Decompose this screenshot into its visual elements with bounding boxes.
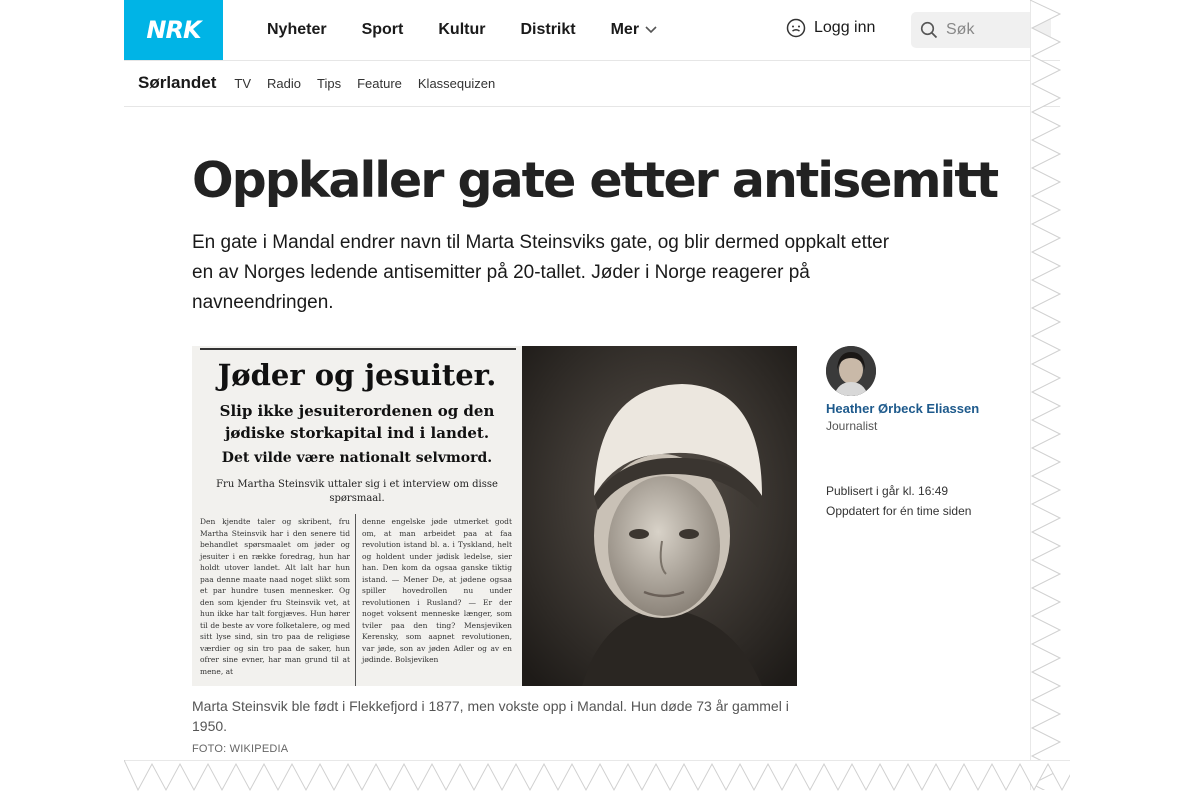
user-face-icon <box>786 18 806 38</box>
top-navigation-bar <box>124 0 1060 61</box>
subnav-radio[interactable]: Radio <box>267 75 301 91</box>
search-input[interactable] <box>944 20 1038 40</box>
portrait-photo <box>522 346 797 686</box>
image-caption: Marta Steinsvik ble født i Flekkefjord i 1877, men vokste opp i Mandal. Hun døde 73 år gammel i 1950. <box>192 698 789 734</box>
author-avatar[interactable] <box>826 346 876 396</box>
clipping-column-right: denne engelske jøde utmerket godt om, at man arbeidet paa at faa revolution istand bl. a. i Tyskland, helt og holdent under jødisk ledelse, sier han. Den kom da ogsaa ganske tiktig istand. — Mener De, at jødene ogsaa spiller hovedrollen nu under revolutionen i Rusland? — Er der noget voksent menneske længer, som tviler paa den ting? Mensjeviken Kerensky, som aapnet revolutionen, var jøde, son av jøden Adler og av en jødinde. Bolsjeviken <box>362 517 512 664</box>
search-icon <box>920 21 938 39</box>
published-time: Publisert i går kl. 16:49 <box>826 484 949 498</box>
article-lead: En gate i Mandal endrer navn til Marta Steinsviks gate, og blir dermed oppkalt etter en av Norges ledende antisemitter på 20-tallet. Jøder i Norge reagerer på navneendringen. <box>192 232 890 313</box>
clipping-subhead: Slip ikke jesuiterordenen og den jødiske storkapital ind i landet. <box>219 402 495 442</box>
chevron-down-icon <box>645 26 657 34</box>
nav-kultur[interactable]: Kultur <box>438 21 486 38</box>
nav-sport[interactable]: Sport <box>361 21 404 38</box>
clipping-kicker: Det vilde være nationalt selvmord. <box>221 450 493 466</box>
newspaper-clipping <box>192 346 522 686</box>
article-image[interactable] <box>192 346 797 686</box>
nav-mer-label: Mer <box>610 21 640 38</box>
main-nav <box>267 0 692 60</box>
login-button[interactable] <box>786 18 875 38</box>
author-role: Journalist <box>826 419 878 433</box>
clipping-headline: Jøder og jesuiter. <box>217 358 497 392</box>
subnav-tv[interactable]: TV <box>234 75 252 91</box>
clipping-top-rule <box>200 348 516 350</box>
clipping-column-divider <box>355 514 356 686</box>
district-subnav <box>124 60 1060 107</box>
nav-mer-menu[interactable] <box>611 21 657 39</box>
article-headline: Oppkaller gate etter antisemitt <box>192 152 998 209</box>
torn-edge-bottom <box>124 760 1070 804</box>
subnav-klassequizen[interactable]: Klassequizen <box>417 75 496 91</box>
login-label: Logg inn <box>814 19 876 36</box>
updated-time: Oppdatert for én time siden <box>826 504 972 518</box>
clipping-column-left: Den kjendte taler og skribent, fru Martha Steinsvik har i den senere tid behandlet spørsmaalet om jøder og jesuiter i en række foredrag, hun har holdt utover landet. Alt lalt har hun paa denne maate naad noget slikt som et par hundre tusen mennesker. Og den som kjender fru Steinsvik vet, at hun ikke har talt forgjæves. Hun hører til de beste av vore folketalere, og med sitt lyse sind, sin tro paa de religiøse værdier og sin tro paa de saker, hun ofrer sine evner, har man grund til at mene, at <box>200 517 350 676</box>
region-title[interactable]: Sørlandet <box>138 73 217 92</box>
author-name[interactable]: Heather Ørbeck Eliassen <box>826 401 980 416</box>
nav-distrikt[interactable]: Distrikt <box>520 21 576 38</box>
photo-credit: FOTO: WIKIPEDIA <box>192 743 289 755</box>
subnav-feature[interactable]: Feature <box>357 75 402 91</box>
subnav-tips[interactable]: Tips <box>317 75 342 91</box>
torn-edge-right <box>1030 0 1070 790</box>
author-avatar-image <box>826 346 876 396</box>
clipping-byline: Fru Martha Steinsvik uttaler sig i et interview om disse spørsmaal. <box>216 479 498 504</box>
nav-nyheter[interactable]: Nyheter <box>267 21 327 38</box>
nrk-logo[interactable]: NRK <box>124 0 223 60</box>
